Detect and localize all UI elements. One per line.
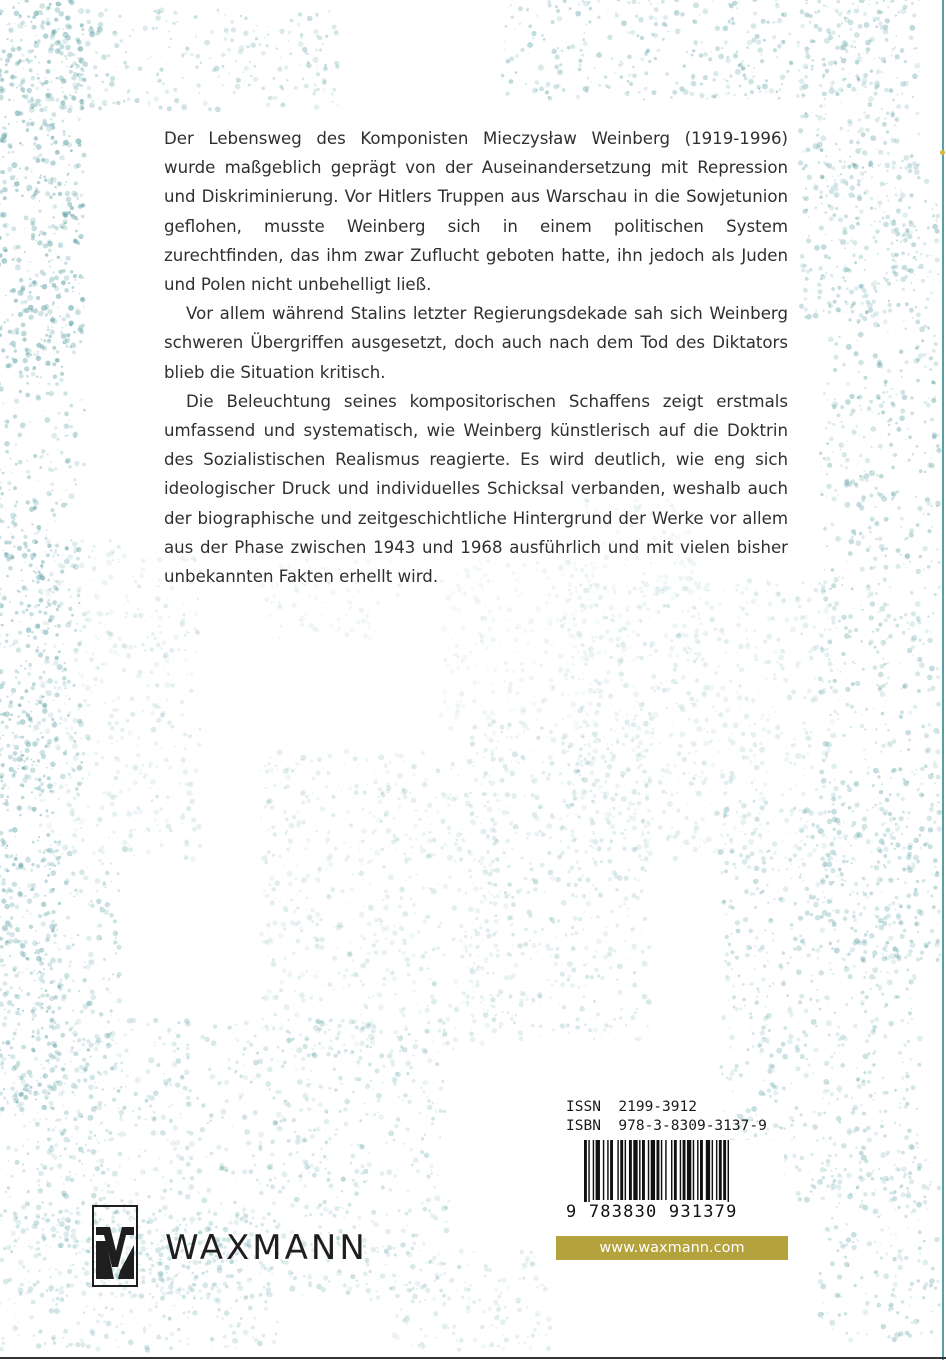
issn-number: 2199-3912: [618, 1099, 697, 1115]
right-edge-line: [942, 0, 944, 1360]
publisher-name: WAXMANN: [165, 1228, 368, 1268]
bottom-edge-line: [0, 1357, 946, 1359]
identifier-codes: [566, 1098, 767, 1136]
blurb-paragraph-3: Die Beleuchtung seines kompositorischen Schaffens zeigt erstmals umfassend und systematisch, wie Weinberg künstlerisch auf die Doktrin des Sozialistischen Realismus reagierte. Es wird deutlich, wie eng sich ideologischer Druck und individuelles Schicksal verbanden, weshalb auch der biographische und zeitgeschichtliche Hintergrund der Werke vor allem aus der Phase zwischen 1943 und 1968 ausführlich und mit vielen bisher unbekannten Fakten erhellt wird.: [164, 391, 788, 587]
isbn-barcode: [566, 1140, 784, 1224]
isbn-label: ISBN: [566, 1118, 601, 1134]
barcode-digits: 9 783830 931379: [566, 1202, 784, 1222]
publisher-url[interactable]: www.waxmann.com: [556, 1236, 788, 1260]
isbn-number: 978-3-8309-3137-9: [618, 1118, 767, 1134]
blurb-paragraph-2: Vor allem während Stalins letzter Regierungsdekade sah sich Weinberg schweren Übergriffen ausgesetzt, doch auch nach dem Tod des Diktators blieb die Situation kritisch.: [164, 304, 788, 382]
edge-dot: [940, 150, 945, 155]
blurb-paragraph-1: Der Lebensweg des Komponisten Mieczysław Weinberg (1919-1996) wurde maßgeblich geprägt von der Auseinandersetzung mit Repression und Diskriminierung. Vor Hitlers Truppen aus Warschau in die Sowjetunion geflohen, musste Weinberg sich in einem politischen System zurechtfinden, das ihm zwar Zuflucht geboten hatte, ihn jedoch als Juden und Polen nicht unbehelligt ließ.: [164, 129, 788, 295]
issn-label: ISSN: [566, 1099, 601, 1115]
waxmann-logo-icon: [92, 1205, 138, 1287]
back-cover-blurb: [164, 124, 788, 591]
barcode-bars: [566, 1140, 784, 1206]
